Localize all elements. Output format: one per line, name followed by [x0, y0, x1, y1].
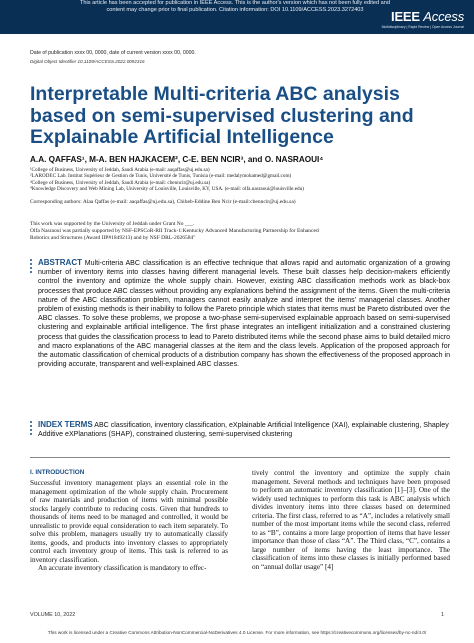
- intro-paragraph-2: An accurate inventory classification is mandatory to effec-: [38, 564, 207, 573]
- notice-line-1: This article has been accepted for publication in IEEE Access. This is the author's version which has not been fully edited and: [79, 0, 391, 6]
- index-terms-marker: [30, 421, 33, 437]
- author-list: A.A. QAFFAS¹, M-A. BEN HAJKACEM², C-E. BEN NCIR³, and O. NASRAOUI⁴: [30, 155, 324, 164]
- index-terms-text: ABC classification, inventory classification, eXplainable Artificial Intelligence (XAI), explainable clustering, Shapley Additive eXPlanations (SHAP), constrained clustering, semi-supervised clustering: [38, 422, 449, 439]
- logo-main: IEEE: [391, 9, 420, 24]
- affiliation-4: ⁴Knowledge Discovery and Web Mining Lab, University of Louisville, Louisville, KY, USA. (e-mail: olfa.nasraoui@louisville.edu): [30, 186, 304, 193]
- affiliation-1: ¹College of Business, University of Jeddah, Saudi Arabia (e-mail: aaqaffas@uj.edu.sa): [30, 167, 210, 173]
- volume-label: VOLUME 10, 2022: [30, 612, 76, 618]
- body-column-right: [252, 469, 450, 572]
- abstract: [38, 258, 450, 369]
- doi: Digital Object Identifier 10.1109/ACCESS.2022.0092316: [30, 59, 145, 64]
- page-number: 1: [441, 612, 444, 618]
- funding-line-3: Robotics and Structures (Award IIP#1849213) and by NSF DRL-2026584": [30, 234, 196, 241]
- license-note: This work is licensed under a Creative Commons Attribution-NonCommercial-NoDerivatives 4.0 License. For more information, see https://creativecommons.org/licenses/by-nc-nd/4.0/: [47, 630, 427, 635]
- publication-dates: Date of publication xxxx 00, 0000, date of current version xxxx 00, 0000.: [30, 50, 196, 56]
- funding-note: [30, 221, 450, 241]
- journal-header-bar: [0, 0, 474, 34]
- abstract-marker: [30, 259, 33, 275]
- funding-line-2: Olfa Nasraoui was partially supported by NSF-EPSCoR-RII Track-1:Kentucky Advanced Manufacturing Partnership for Enhanced: [30, 227, 319, 234]
- body-column-left: [30, 479, 228, 573]
- corresponding-authors: Corresponding authors: Alaa Qaffas (e-mail: aaqaffas@uj.edu.sa), Chiheb-Eddine Ben Ncir (e-mail:cbenncir@uj.edu.sa): [30, 199, 296, 205]
- logo-tagline: Multidisciplinary | Rapid Review | Open Access Journal: [381, 25, 464, 29]
- publication-notice: [70, 0, 400, 14]
- index-terms-heading: INDEX TERMS: [38, 420, 93, 429]
- abstract-text: Multi-criteria ABC classification is an effective technique that allows rapid and automatic organization of a growing number of inventory items into classes having different managerial levels. These built classes help decision-makers efficiently control the inventory and optimize the whole supply chain. However, existing ABC classification methods work as black-box processes that produce ABC classes without providing any explanations behind the assignment of the items. Given the multi-criteria nature of the ABC classification problem, managers cannot easily analyze and interpret the items' managerial classes. Another problem of existing methods is their inability to follow the Pareto principle which states that items must be Pareto distributed over the ABC classes. To solve these problems, we propose a two-phase semi-supervised explainable approach based on semi-supervised clustering and explainable artificial intelligence. The first phase integrates an intelligent initialization and a constrained clustering process that guides the classification process to lead to Pareto distributed items while the second phase aims to build detailed micro and macro explanations of the ABC managerial classes at the item and the class levels. Application of the proposed approach for the automatic classification of chemical products of a distribution company has shown the effectiveness of the proposed approach in providing accurate, transparent and well-explained ABC classes.: [38, 260, 450, 369]
- notice-line-2: content may change prior to final publication. Citation information: DOI 10.1109/ACCESS.2023.3272403: [106, 7, 364, 13]
- logo-accent: Access: [423, 9, 464, 24]
- introduction-heading: I. INTRODUCTION: [30, 469, 85, 476]
- paper-title: Interpretable Multi-criteria ABC analysis based on semi-supervised clustering and Explainable Artificial Intelligence: [30, 83, 414, 148]
- affiliation-2: ²LARODEC Lab. Institut Supérieur de Gestion de Tunis, Université de Tunis, Tunisia (e-mail: medalymohamed@gmail.com): [30, 173, 292, 180]
- affiliations: [30, 167, 450, 193]
- affiliation-3: ³College of Business, University of Jeddah, Saudi Arabia (e-mail: cbenncir@uj.edu.sa): [30, 179, 211, 186]
- ieee-access-logo: [391, 9, 464, 24]
- funding-line-1: This work was supported by the University of Jeddah under Grant No ___.: [30, 221, 195, 227]
- intro-paragraph-continued: tively control the inventory and optimize the supply chain management. Several methods and techniques have been proposed to perform an automatic inventory classification [1]–[3]. One of the widely used techniques to perform this task is ABC analysis which divides inventory items into three classes based on determined criteria. The first class, referred to as “A”, includes a relatively small number of the most important items while the second class, referred to as “B”, contains a more large proportion of items that have lesser importance than those of class “A”. The Third class, “C”, contains a large number of items having the least importance. The classification of items into these classes is initially performed based on “annual dollar usage” [4]: [252, 469, 450, 572]
- intro-paragraph-1: Successful inventory management plays an essential role in the management optimization of the whole supply chain. Procurement of raw materials and production of items with minimal possible stocks largely contribute to reducing costs. Given that hundreds to thousands of items need to be managed and controlled, it would be unrealistic to provide equal consideration to each item separately. To solve this problem, managers usually try to automatically classify items, goods, and products into inventory classes to appropriately control each inventory group of items. This task is referred to as inventory classification.: [30, 479, 228, 564]
- index-terms: [38, 420, 450, 439]
- abstract-heading: ABSTRACT: [38, 258, 82, 267]
- section-divider: [30, 457, 450, 458]
